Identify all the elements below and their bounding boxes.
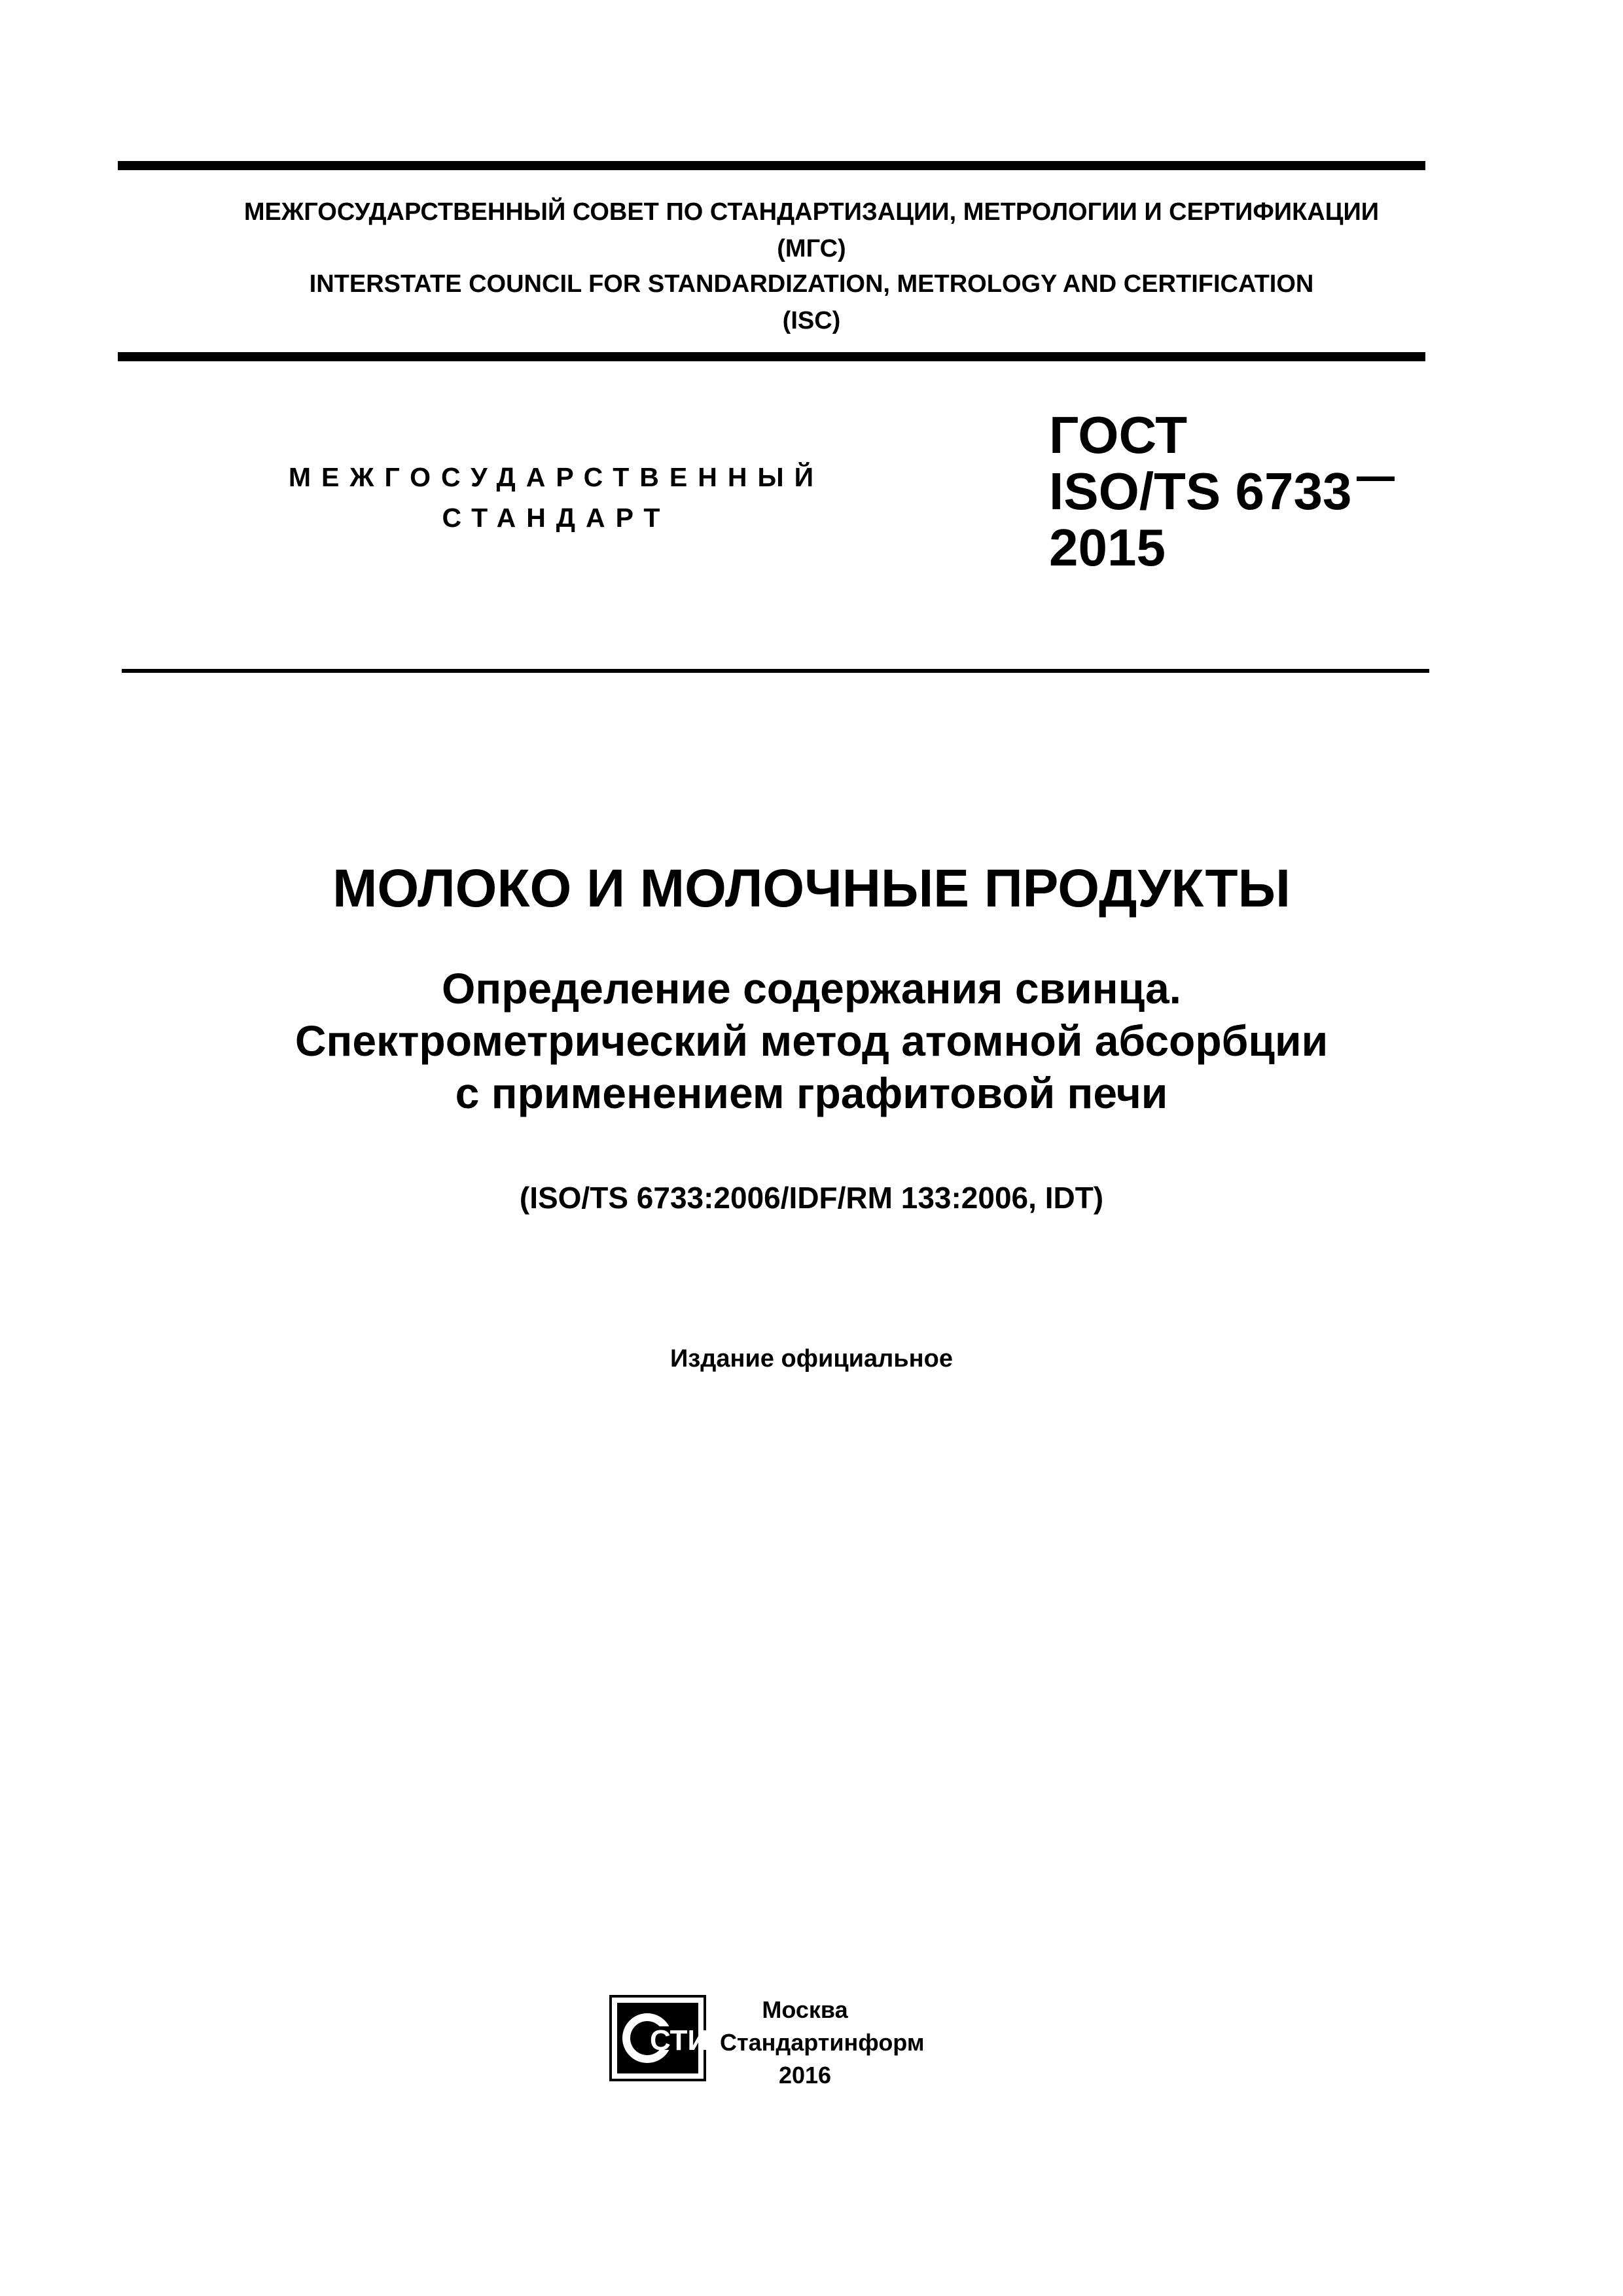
imprint-year: 2016 (778, 2062, 832, 2089)
document-subtitle-line-3: с применением графитовой печи (455, 1069, 1168, 1117)
standard-number: ISO/TS 6733 (1049, 462, 1352, 520)
imprint-publisher: Стандартинформ (720, 2029, 925, 2056)
document-subtitle-line-2: Спектрометрический метод атомной абсорбции (294, 1016, 1329, 1065)
designation-rule (122, 669, 1429, 673)
standard-designation (1049, 407, 1395, 576)
document-subtitle-line-1: Определение содержания свинца. (442, 964, 1181, 1013)
council-abbr-en: (ISC) (782, 307, 841, 334)
standard-kind-line-2: СТАНДАРТ (442, 503, 671, 533)
council-name-en: INTERSTATE COUNCIL FOR STANDARDIZATION, METROLOGY AND CERTIFICATION (309, 270, 1314, 298)
imprint-city: Москва (762, 1996, 848, 2023)
imprint-block (720, 1994, 925, 2092)
standartinform-logo-svg (609, 1995, 706, 2081)
header-top-rule (118, 161, 1425, 170)
standard-year: 2015 (1049, 518, 1166, 577)
edition-note: Издание официальное (670, 1345, 953, 1372)
standard-number-line (1049, 463, 1395, 520)
header-bottom-rule (118, 352, 1425, 361)
number-year-dash (1357, 476, 1395, 481)
international-reference: (ISO/TS 6733:2006/IDF/RM 133:2006, IDT) (519, 1181, 1104, 1215)
gost-label: ГОСТ (1049, 406, 1188, 464)
standartinform-logo-icon (609, 1995, 706, 2081)
council-abbr-ru: (МГС) (777, 235, 846, 262)
standard-kind-line-1: МЕЖГОСУДАРСТВЕННЫЙ (288, 462, 825, 492)
document-title: МОЛОКО И МОЛОЧНЫЕ ПРОДУКТЫ (332, 859, 1291, 918)
council-name-ru: МЕЖГОСУДАРСТВЕННЫЙ СОВЕТ ПО СТАНДАРТИЗАЦИИ, МЕТРОЛОГИИ И СЕРТИФИКАЦИИ (243, 198, 1380, 226)
logo-letters: СТИ (650, 2024, 706, 2056)
